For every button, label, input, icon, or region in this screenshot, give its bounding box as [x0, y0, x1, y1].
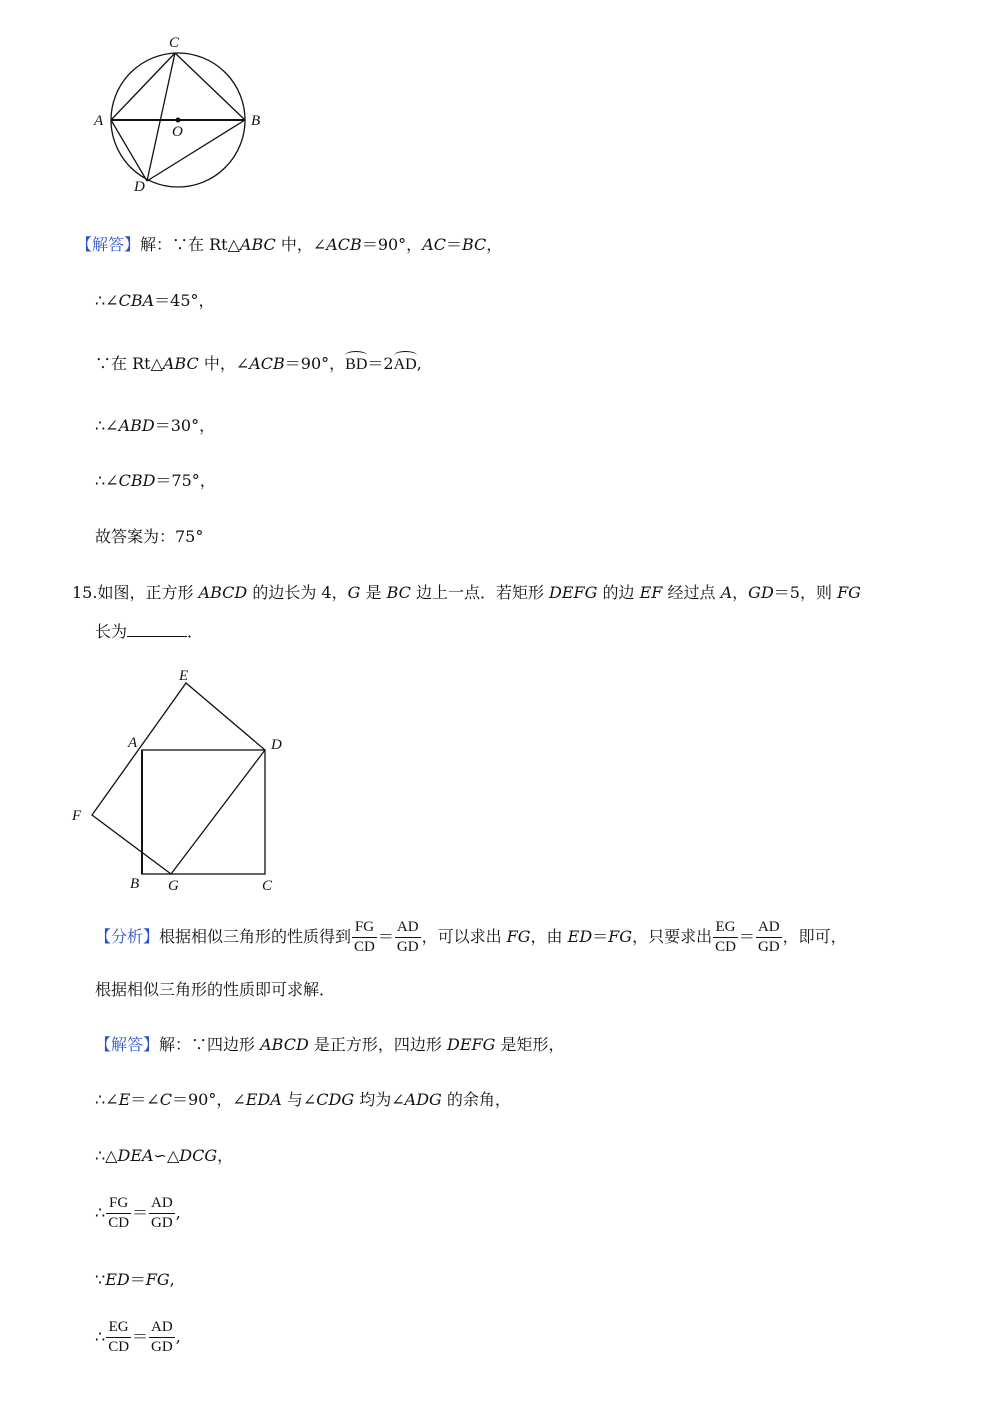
text-span: ∴ — [95, 1327, 106, 1346]
text-span: 与∠ — [281, 1090, 317, 1109]
text-span: ∴∠ — [95, 471, 119, 490]
text-span: AD — [149, 1318, 175, 1338]
text-span: AD — [756, 918, 782, 938]
text-span: , — [416, 354, 422, 373]
text-span: ∴△ — [95, 1146, 118, 1165]
label-A: A — [128, 735, 138, 751]
text-span: BC — [386, 583, 411, 602]
text-span: 经过点 — [662, 583, 721, 602]
text-span: ＝ — [132, 1327, 149, 1346]
text-span: CBA — [118, 291, 155, 310]
text-span: FG — [145, 1270, 170, 1289]
text-span: , — [175, 1327, 181, 1346]
text-span: ABCD — [198, 583, 248, 602]
text-span: CDG — [316, 1090, 355, 1109]
text-span: ABD — [118, 416, 155, 435]
analysis-line2 — [95, 977, 335, 1000]
text-span: 故答案为：75° — [95, 527, 204, 546]
text-span: ，即可， — [782, 927, 847, 946]
text-span: EG — [713, 918, 738, 938]
text-span: ， — [486, 235, 503, 254]
answer-tag: 【解答】 — [95, 1035, 160, 1054]
text-span: G — [347, 583, 361, 602]
solution-14-line5 — [95, 468, 216, 491]
square-rectangle-diagram — [68, 660, 298, 895]
label-C: C — [262, 878, 273, 894]
text-span: ＝90°， — [361, 235, 423, 254]
label-E: E — [179, 668, 189, 684]
label-D: D — [271, 737, 282, 753]
text-span: ∴∠ — [95, 1090, 119, 1109]
text-span: EDA — [245, 1090, 282, 1109]
label-A: A — [94, 113, 104, 129]
text-span: ED — [105, 1270, 130, 1289]
text-span: GD — [151, 1339, 173, 1355]
text-span: ＝ — [445, 235, 462, 254]
text-span: 是矩形， — [495, 1035, 565, 1054]
text-span: BC — [462, 235, 487, 254]
text-span: ∴ — [95, 1203, 106, 1222]
text-span: ACB — [249, 354, 285, 373]
text-span: CD — [108, 1339, 130, 1355]
text-span: ＝ — [132, 1203, 149, 1222]
text-span: GD — [396, 939, 419, 955]
text-span: FG — [837, 583, 861, 602]
text-span: 中，∠ — [275, 235, 327, 254]
text-span: CD — [354, 939, 375, 955]
text-span: 的余角， — [441, 1090, 511, 1109]
solution-14-line1 — [76, 232, 502, 255]
label-F: F — [72, 808, 82, 824]
text-span: ＝5，则 — [773, 583, 838, 602]
text-span: ADG — [404, 1090, 442, 1109]
text-span: C — [159, 1090, 172, 1109]
text-span: A — [720, 583, 733, 602]
text-span: EG — [106, 1318, 131, 1338]
text-span: ＝ — [592, 927, 609, 946]
fraction — [106, 1194, 131, 1233]
fraction — [149, 1318, 175, 1357]
arc-ad: AD — [393, 356, 417, 373]
solution-15-line3 — [95, 1143, 233, 1166]
text-span: ＝ — [129, 1270, 146, 1289]
solution-15-line6 — [95, 1318, 181, 1357]
label-O: O — [172, 124, 183, 140]
solution-15-line1 — [95, 1032, 564, 1055]
text-span: 根据相似三角形的性质即可求解． — [95, 980, 336, 999]
text-span: AC — [422, 235, 446, 254]
answer-tag: 【解答】 — [76, 235, 141, 254]
text-span: ＝90°，∠ — [171, 1090, 246, 1109]
text-span: , — [175, 1203, 181, 1222]
text-span: ， — [732, 583, 749, 602]
text-span: DEFG — [549, 583, 598, 602]
text-span: FG — [352, 918, 377, 938]
text-span: ＝2 — [367, 354, 394, 373]
text-span: DCG — [179, 1146, 218, 1165]
question-15-line2 — [95, 619, 203, 642]
text-span: 均为∠ — [354, 1090, 405, 1109]
text-span: ABC — [162, 354, 199, 373]
text-span: ＝75°， — [155, 471, 216, 490]
label-B: B — [130, 876, 140, 892]
text-span: 的边 — [597, 583, 640, 602]
fraction — [149, 1194, 175, 1233]
text-span: ∵ — [95, 1270, 106, 1289]
text-span: 中，∠ — [198, 354, 250, 373]
text-span: ∵在 Rt△ — [95, 354, 163, 373]
text-span: ，可以求出 — [421, 927, 507, 946]
text-span: ∴∠ — [95, 291, 119, 310]
solution-15-line4 — [95, 1194, 181, 1233]
solution-14-answer — [95, 524, 203, 547]
text-span: ，只要求出 — [632, 927, 713, 946]
text-span: ∴∠ — [95, 416, 119, 435]
text-span: GD — [151, 1215, 173, 1231]
text-span: ＝ — [738, 927, 755, 946]
text-span: 根据相似三角形的性质得到 — [159, 927, 352, 946]
text-span: DEFG — [446, 1035, 496, 1054]
text-span: 解：∵四边形 — [159, 1035, 261, 1054]
text-span: ACB — [326, 235, 362, 254]
text-span: DEA — [117, 1146, 154, 1165]
text-span: 如图，正方形 — [97, 583, 199, 602]
text-span: 15. — [72, 583, 98, 602]
text-span: ＝ — [377, 927, 394, 946]
fraction — [756, 918, 782, 957]
analysis-line1 — [95, 918, 847, 957]
text-span: 长为 — [95, 622, 128, 641]
text-span: ，由 — [530, 927, 568, 946]
circle-diagram — [90, 28, 280, 198]
analysis-tag: 【分析】 — [95, 927, 160, 946]
text-span: ． — [187, 622, 204, 641]
text-span: AD — [395, 918, 421, 938]
label-C: C — [169, 35, 180, 51]
question-15-line1 — [72, 580, 861, 603]
text-span: EF — [639, 583, 663, 602]
solution-15-line5 — [95, 1267, 175, 1290]
solution-14-line4 — [95, 413, 215, 436]
answer-blank[interactable] — [127, 622, 187, 637]
text-span: GD — [748, 583, 774, 602]
text-span: 是正方形，四边形 — [308, 1035, 447, 1054]
text-span: FG — [608, 927, 633, 946]
label-G: G — [168, 878, 179, 894]
solution-14-line3 — [95, 351, 422, 374]
text-span: 解：∵在 Rt△ — [140, 235, 240, 254]
text-span: GD — [757, 939, 780, 955]
text-span: ED — [567, 927, 593, 946]
text-span: E — [118, 1090, 131, 1109]
text-span: ＝30°， — [154, 416, 216, 435]
fraction — [352, 918, 377, 957]
text-span: AD — [149, 1194, 175, 1214]
text-span: ABCD — [260, 1035, 309, 1054]
text-span: ABC — [239, 235, 276, 254]
fraction — [395, 918, 421, 957]
solution-15-line2 — [95, 1087, 511, 1110]
text-span: ， — [217, 1146, 234, 1165]
solution-14-line2 — [95, 288, 215, 311]
text-span: 的边长为 4， — [247, 583, 348, 602]
arc-bd: BD — [345, 356, 368, 373]
text-span: ＝90°， — [284, 354, 346, 373]
text-span: ＝∠ — [130, 1090, 160, 1109]
text-span: FG — [106, 1194, 131, 1214]
fraction — [106, 1318, 131, 1357]
text-span: CD — [108, 1215, 130, 1231]
text-span: ＝45°， — [154, 291, 215, 310]
text-span: , — [169, 1270, 175, 1289]
fraction — [713, 918, 738, 957]
text-span: FG — [506, 927, 531, 946]
label-B: B — [251, 113, 261, 129]
text-span: CD — [715, 939, 736, 955]
text-span: ∽△ — [153, 1146, 180, 1165]
text-span: CBD — [118, 471, 156, 490]
text-span: 是 — [360, 583, 387, 602]
text-span: 边上一点．若矩形 — [410, 583, 550, 602]
label-D: D — [134, 179, 145, 195]
